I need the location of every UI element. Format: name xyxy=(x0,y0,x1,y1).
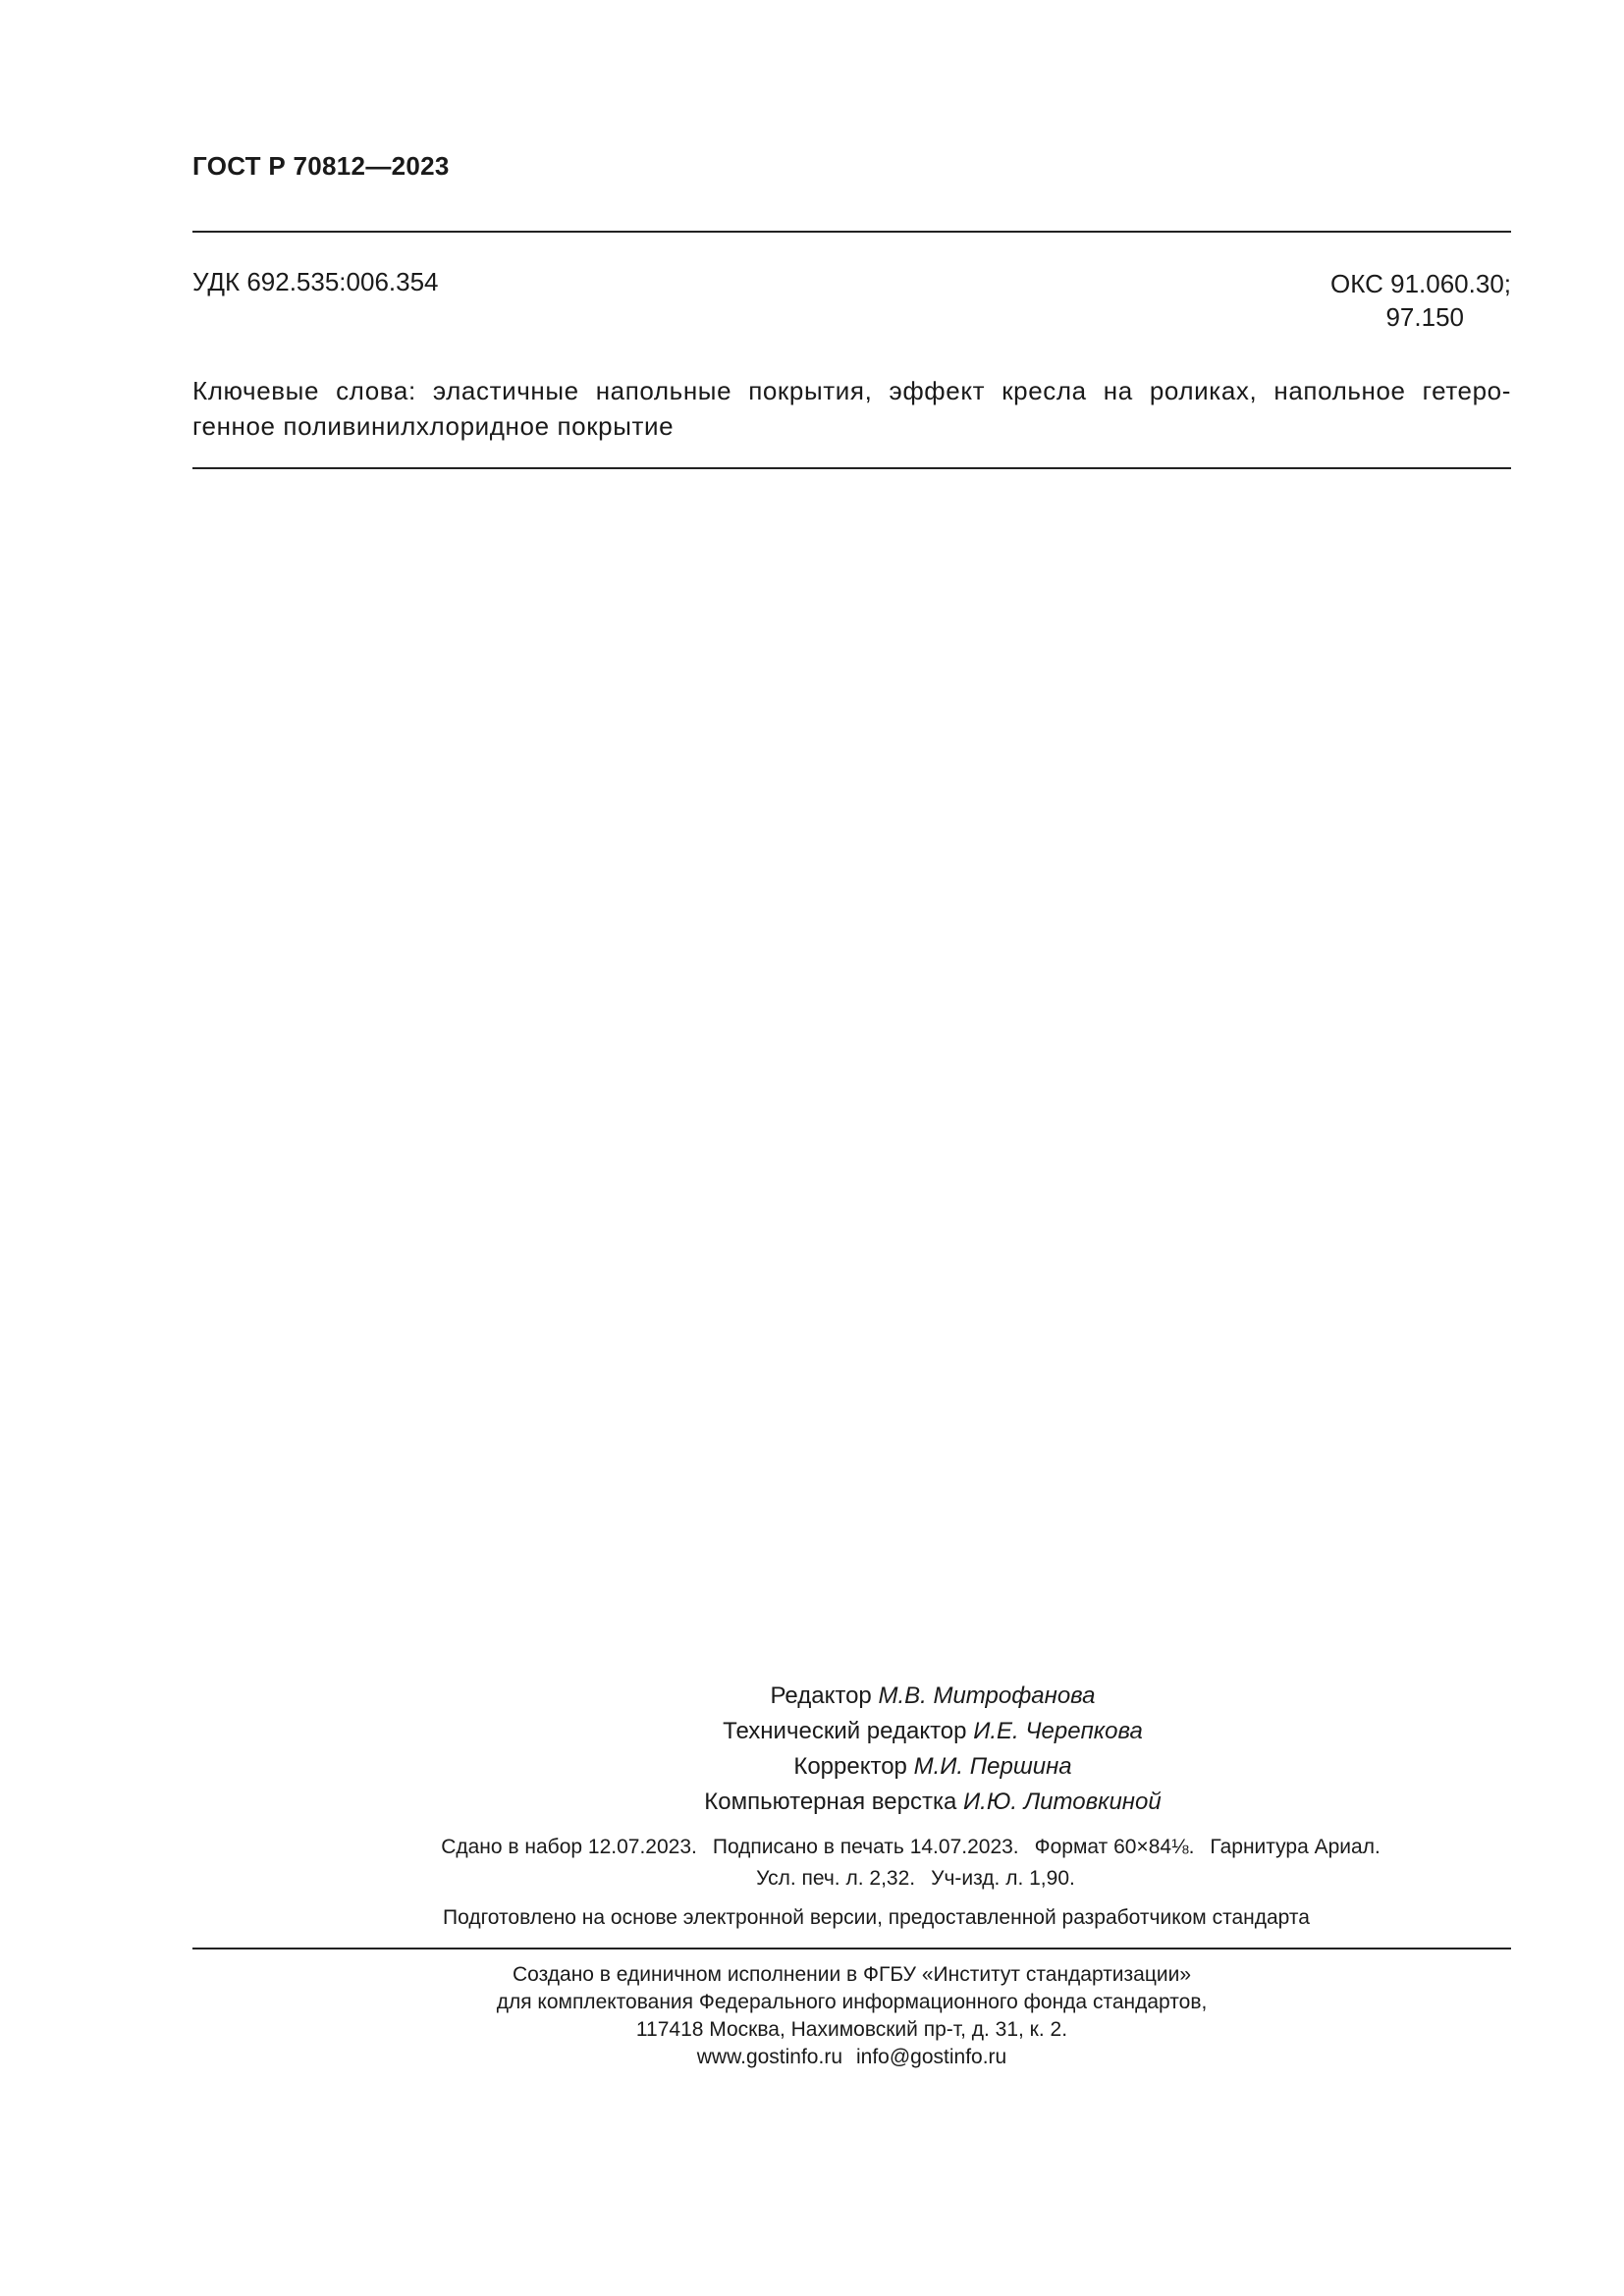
publisher-contacts xyxy=(192,2044,1511,2071)
credit-layout xyxy=(192,1785,1511,1820)
credit-name: М.И. Першина xyxy=(913,1753,1072,1780)
udk-code: УДК 692.535:006.354 xyxy=(192,267,439,296)
website-link[interactable]: www.gostinfo.ru xyxy=(696,2046,842,2068)
print-info-block xyxy=(192,1832,1511,1895)
credit-editor xyxy=(192,1679,1511,1714)
credit-technical-editor xyxy=(192,1714,1511,1749)
typeface: Гарнитура Ариал. xyxy=(1210,1836,1380,1858)
submitted-date: Сдано в набор 12.07.2023. xyxy=(441,1836,697,1858)
credit-role: Технический редактор xyxy=(723,1718,967,1744)
publisher-line2: для комплектования Федерального информационного фонда стандартов, xyxy=(496,1991,1208,2013)
oks-code-line1: ОКС 91.060.30; xyxy=(1330,269,1511,298)
paper-format: Формат 60×84⅛. xyxy=(1034,1836,1195,1858)
credits-block xyxy=(192,1679,1511,1820)
keywords-block xyxy=(192,373,1511,444)
print-sheets: Усл. печ. л. 2,32. xyxy=(756,1867,916,1890)
credit-name: И.Ю. Литовкиной xyxy=(963,1789,1162,1815)
print-info-line2 xyxy=(192,1863,1511,1895)
keywords-line2: генное поливинилхлоридное покрытие xyxy=(192,411,675,441)
credit-name: И.Е. Черепкова xyxy=(973,1718,1143,1744)
print-info-line1 xyxy=(192,1832,1511,1863)
credit-proofreader xyxy=(192,1749,1511,1785)
bottom-divider xyxy=(192,1948,1511,1949)
publisher-line3: 117418 Москва, Нахимовский пр-т, д. 31, к. 2. xyxy=(635,2018,1068,2041)
signed-date: Подписано в печать 14.07.2023. xyxy=(712,1836,1019,1858)
publisher-sheets: Уч-изд. л. 1,90. xyxy=(931,1867,1075,1890)
credit-role: Редактор xyxy=(770,1682,872,1709)
prepared-note: Подготовлено на основе электронной версии, предоставленной разработчиком стандарта xyxy=(443,1906,1310,1929)
top-divider xyxy=(192,231,1511,233)
credit-role: Корректор xyxy=(793,1753,907,1780)
oks-codes xyxy=(1330,267,1511,334)
publisher-line1: Создано в единичном исполнении в ФГБУ «Институт стандартизации» xyxy=(512,1963,1192,1986)
standard-code: ГОСТ Р 70812—2023 xyxy=(192,151,450,181)
credit-name: М.В. Митрофанова xyxy=(878,1682,1096,1709)
email-link[interactable]: info@gostinfo.ru xyxy=(856,2046,1007,2068)
credit-role: Компьютерная верстка xyxy=(704,1789,957,1815)
oks-code-line2: 97.150 xyxy=(1385,302,1464,332)
keywords-divider xyxy=(192,467,1511,469)
publisher-block xyxy=(192,1961,1511,2071)
keywords-line1: Ключевые слова: эластичные напольные покрытия, эффект кресла на роликах, напольное гетеро- xyxy=(192,376,1511,405)
